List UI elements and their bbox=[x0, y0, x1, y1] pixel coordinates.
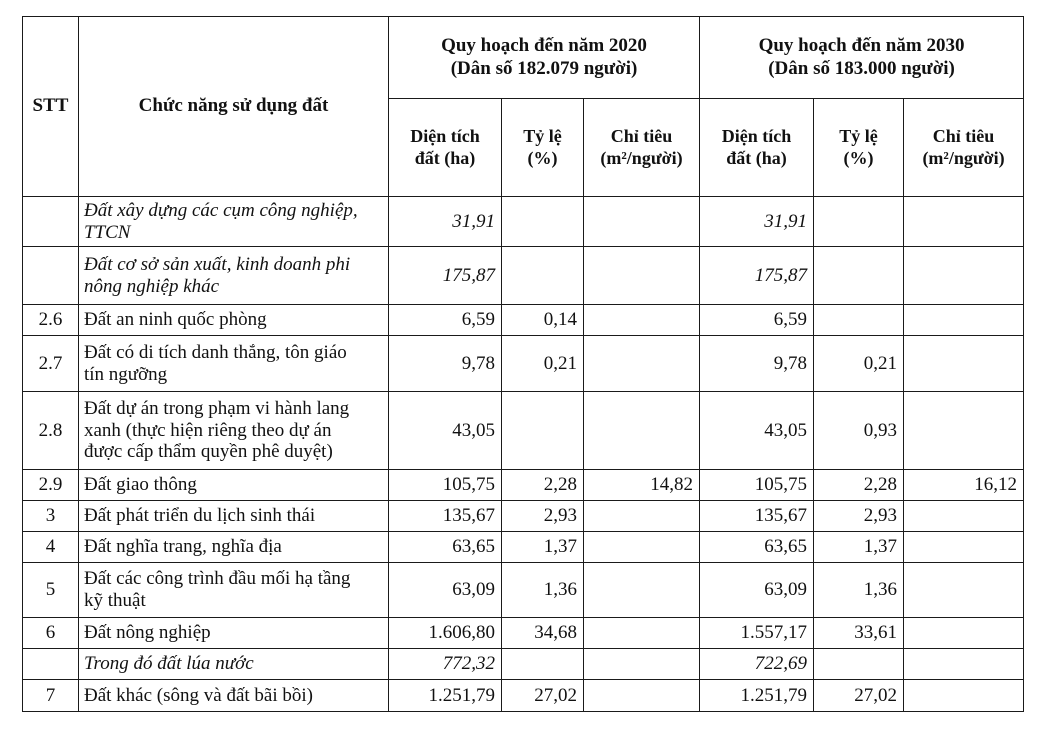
header-plan-2020 bbox=[389, 17, 700, 99]
area-2030-cell: 31,91 bbox=[700, 197, 814, 247]
area-2030-cell: 722,69 bbox=[700, 649, 814, 680]
land-use-line: kỹ thuật bbox=[84, 590, 146, 611]
ratio-2020-cell: 0,14 bbox=[502, 305, 584, 336]
area-2030-cell: 105,75 bbox=[700, 470, 814, 501]
land-use-line: TTCN bbox=[84, 221, 131, 243]
land-use-cell bbox=[79, 501, 389, 532]
land-use-cell bbox=[79, 197, 389, 247]
norm-2030-cell bbox=[904, 680, 1024, 712]
stt-cell: 4 bbox=[23, 532, 79, 563]
stt-cell: 2.8 bbox=[23, 392, 79, 470]
land-use-cell bbox=[79, 305, 389, 336]
header-row-1 bbox=[23, 17, 1024, 99]
area-2030-cell: 43,05 bbox=[700, 392, 814, 470]
norm-2030-cell: 16,12 bbox=[904, 470, 1024, 501]
area-2030-cell: 175,87 bbox=[700, 247, 814, 305]
land-use-line: Đất các công trình đầu mối hạ tầng bbox=[84, 568, 351, 590]
table-row bbox=[23, 649, 1024, 680]
land-use-line: nông nghiệp khác bbox=[84, 275, 220, 297]
ratio-2020-cell: 34,68 bbox=[502, 618, 584, 649]
header-ratio-label: Tỷ lệ bbox=[523, 125, 562, 146]
area-2020-cell: 175,87 bbox=[389, 247, 502, 305]
land-use-line: Đất khác (sông và đất bãi bồi) bbox=[84, 684, 313, 706]
norm-2030-cell bbox=[904, 532, 1024, 563]
table-row bbox=[23, 563, 1024, 618]
norm-2020-cell bbox=[584, 336, 700, 392]
table-row bbox=[23, 532, 1024, 563]
norm-2020-cell bbox=[584, 618, 700, 649]
header-area-label: Diện tích bbox=[721, 125, 792, 146]
land-use-cell bbox=[79, 680, 389, 712]
header-area-2020 bbox=[389, 99, 502, 197]
ratio-2030-cell bbox=[814, 305, 904, 336]
norm-2020-cell bbox=[584, 305, 700, 336]
table-row bbox=[23, 305, 1024, 336]
ratio-2020-cell bbox=[502, 247, 584, 305]
ratio-2020-cell: 2,28 bbox=[502, 470, 584, 501]
area-2020-cell: 135,67 bbox=[389, 501, 502, 532]
norm-2030-cell bbox=[904, 392, 1024, 470]
ratio-2020-cell: 0,21 bbox=[502, 336, 584, 392]
land-use-line: Đất phát triển du lịch sinh thái bbox=[84, 505, 316, 527]
table-row bbox=[23, 680, 1024, 712]
stt-cell bbox=[23, 247, 79, 305]
area-2030-cell: 9,78 bbox=[700, 336, 814, 392]
area-2020-cell: 772,32 bbox=[389, 649, 502, 680]
land-use-line: Đất an ninh quốc phòng bbox=[84, 309, 267, 331]
area-2020-cell: 1.251,79 bbox=[389, 680, 502, 712]
land-use-cell bbox=[79, 532, 389, 563]
header-plan-2030-population: (Dân số 183.000 người) bbox=[768, 57, 955, 79]
header-ratio-2030 bbox=[814, 99, 904, 197]
norm-2030-cell bbox=[904, 247, 1024, 305]
header-area-2030 bbox=[700, 99, 814, 197]
header-area-unit: đất (ha) bbox=[726, 147, 787, 168]
header-stt: STT bbox=[23, 17, 79, 197]
ratio-2020-cell bbox=[502, 649, 584, 680]
norm-2020-cell bbox=[584, 680, 700, 712]
header-ratio-unit: (%) bbox=[843, 147, 874, 168]
ratio-2020-cell bbox=[502, 392, 584, 470]
stt-cell: 2.6 bbox=[23, 305, 79, 336]
stt-cell bbox=[23, 197, 79, 247]
stt-cell: 3 bbox=[23, 501, 79, 532]
norm-2030-cell bbox=[904, 197, 1024, 247]
area-2020-cell: 1.606,80 bbox=[389, 618, 502, 649]
table-row bbox=[23, 336, 1024, 392]
land-use-line: Đất dự án trong phạm vi hành lang bbox=[84, 397, 350, 419]
land-use-cell bbox=[79, 336, 389, 392]
ratio-2030-cell: 0,21 bbox=[814, 336, 904, 392]
table-row bbox=[23, 197, 1024, 247]
area-2030-cell: 63,65 bbox=[700, 532, 814, 563]
ratio-2030-cell bbox=[814, 247, 904, 305]
area-2020-cell: 105,75 bbox=[389, 470, 502, 501]
header-ratio-label: Tỷ lệ bbox=[839, 125, 878, 146]
header-area-unit: đất (ha) bbox=[414, 147, 476, 168]
header-area-label: Diện tích bbox=[410, 125, 480, 146]
area-2020-cell: 31,91 bbox=[389, 197, 502, 247]
land-use-cell bbox=[79, 649, 389, 680]
header-land-use-function: Chức năng sử dụng đất bbox=[79, 17, 389, 197]
norm-2020-cell bbox=[584, 563, 700, 618]
ratio-2030-cell: 27,02 bbox=[814, 680, 904, 712]
norm-2020-cell bbox=[584, 197, 700, 247]
stt-cell: 2.7 bbox=[23, 336, 79, 392]
land-use-line: Đất giao thông bbox=[84, 474, 197, 496]
table-row bbox=[23, 470, 1024, 501]
area-2030-cell: 135,67 bbox=[700, 501, 814, 532]
header-norm-unit: (m²/người) bbox=[922, 147, 1005, 168]
ratio-2030-cell: 2,28 bbox=[814, 470, 904, 501]
header-plan-2020-population: (Dân số 182.079 người) bbox=[450, 57, 638, 79]
area-2020-cell: 9,78 bbox=[389, 336, 502, 392]
land-use-cell bbox=[79, 247, 389, 305]
land-use-table bbox=[22, 16, 1024, 712]
stt-cell bbox=[23, 649, 79, 680]
ratio-2020-cell: 2,93 bbox=[502, 501, 584, 532]
ratio-2020-cell: 1,36 bbox=[502, 563, 584, 618]
stt-cell: 6 bbox=[23, 618, 79, 649]
ratio-2020-cell: 27,02 bbox=[502, 680, 584, 712]
land-use-line: Trong đó đất lúa nước bbox=[84, 653, 254, 675]
land-use-cell bbox=[79, 470, 389, 501]
norm-2020-cell bbox=[584, 247, 700, 305]
area-2030-cell: 6,59 bbox=[700, 305, 814, 336]
table-row bbox=[23, 392, 1024, 470]
norm-2030-cell bbox=[904, 618, 1024, 649]
ratio-2030-cell: 0,93 bbox=[814, 392, 904, 470]
land-use-line: xanh (thực hiện riêng theo dự án bbox=[84, 419, 332, 441]
ratio-2030-cell: 1,36 bbox=[814, 563, 904, 618]
stt-cell: 7 bbox=[23, 680, 79, 712]
norm-2030-cell bbox=[904, 649, 1024, 680]
ratio-2020-cell: 1,37 bbox=[502, 532, 584, 563]
land-use-cell bbox=[79, 618, 389, 649]
stt-cell: 2.9 bbox=[23, 470, 79, 501]
header-plan-2020-title: Quy hoạch đến năm 2020 bbox=[441, 34, 647, 56]
ratio-2030-cell: 2,93 bbox=[814, 501, 904, 532]
area-2020-cell: 6,59 bbox=[389, 305, 502, 336]
header-norm-2030 bbox=[904, 99, 1024, 197]
ratio-2020-cell bbox=[502, 197, 584, 247]
land-use-line: Đất có di tích danh thắng, tôn giáo bbox=[84, 341, 347, 363]
area-2020-cell: 63,09 bbox=[389, 563, 502, 618]
table-row bbox=[23, 501, 1024, 532]
ratio-2030-cell: 33,61 bbox=[814, 618, 904, 649]
area-2020-cell: 43,05 bbox=[389, 392, 502, 470]
land-use-line: Đất nghĩa trang, nghĩa địa bbox=[84, 536, 282, 558]
norm-2020-cell bbox=[584, 649, 700, 680]
area-2030-cell: 63,09 bbox=[700, 563, 814, 618]
header-plan-2030 bbox=[700, 17, 1024, 99]
header-norm-2020 bbox=[584, 99, 700, 197]
header-plan-2030-title: Quy hoạch đến năm 2030 bbox=[758, 34, 965, 56]
header-norm-label: Chỉ tiêu bbox=[610, 125, 673, 146]
area-2020-cell: 63,65 bbox=[389, 532, 502, 563]
header-ratio-2020 bbox=[502, 99, 584, 197]
land-use-line: được cấp thẩm quyền phê duyệt) bbox=[84, 441, 333, 463]
stt-cell: 5 bbox=[23, 563, 79, 618]
land-use-line: Đất xây dựng các cụm công nghiệp, bbox=[84, 199, 358, 221]
header-norm-unit: (m²/người) bbox=[600, 147, 683, 168]
area-2030-cell: 1.557,17 bbox=[700, 618, 814, 649]
land-use-line: Đất cơ sở sản xuất, kinh doanh phi bbox=[84, 253, 351, 275]
ratio-2030-cell: 1,37 bbox=[814, 532, 904, 563]
norm-2030-cell bbox=[904, 563, 1024, 618]
norm-2020-cell bbox=[584, 532, 700, 563]
ratio-2030-cell bbox=[814, 649, 904, 680]
table-row bbox=[23, 247, 1024, 305]
land-use-cell bbox=[79, 392, 389, 470]
header-ratio-unit: (%) bbox=[527, 147, 558, 168]
norm-2030-cell bbox=[904, 305, 1024, 336]
land-use-line: Đất nông nghiệp bbox=[84, 622, 211, 644]
norm-2020-cell bbox=[584, 392, 700, 470]
land-use-line: tín ngưỡng bbox=[84, 363, 168, 385]
norm-2030-cell bbox=[904, 336, 1024, 392]
norm-2030-cell bbox=[904, 501, 1024, 532]
norm-2020-cell: 14,82 bbox=[584, 470, 700, 501]
header-norm-label: Chỉ tiêu bbox=[932, 125, 995, 146]
land-use-cell bbox=[79, 563, 389, 618]
table-row bbox=[23, 618, 1024, 649]
ratio-2030-cell bbox=[814, 197, 904, 247]
area-2030-cell: 1.251,79 bbox=[700, 680, 814, 712]
norm-2020-cell bbox=[584, 501, 700, 532]
